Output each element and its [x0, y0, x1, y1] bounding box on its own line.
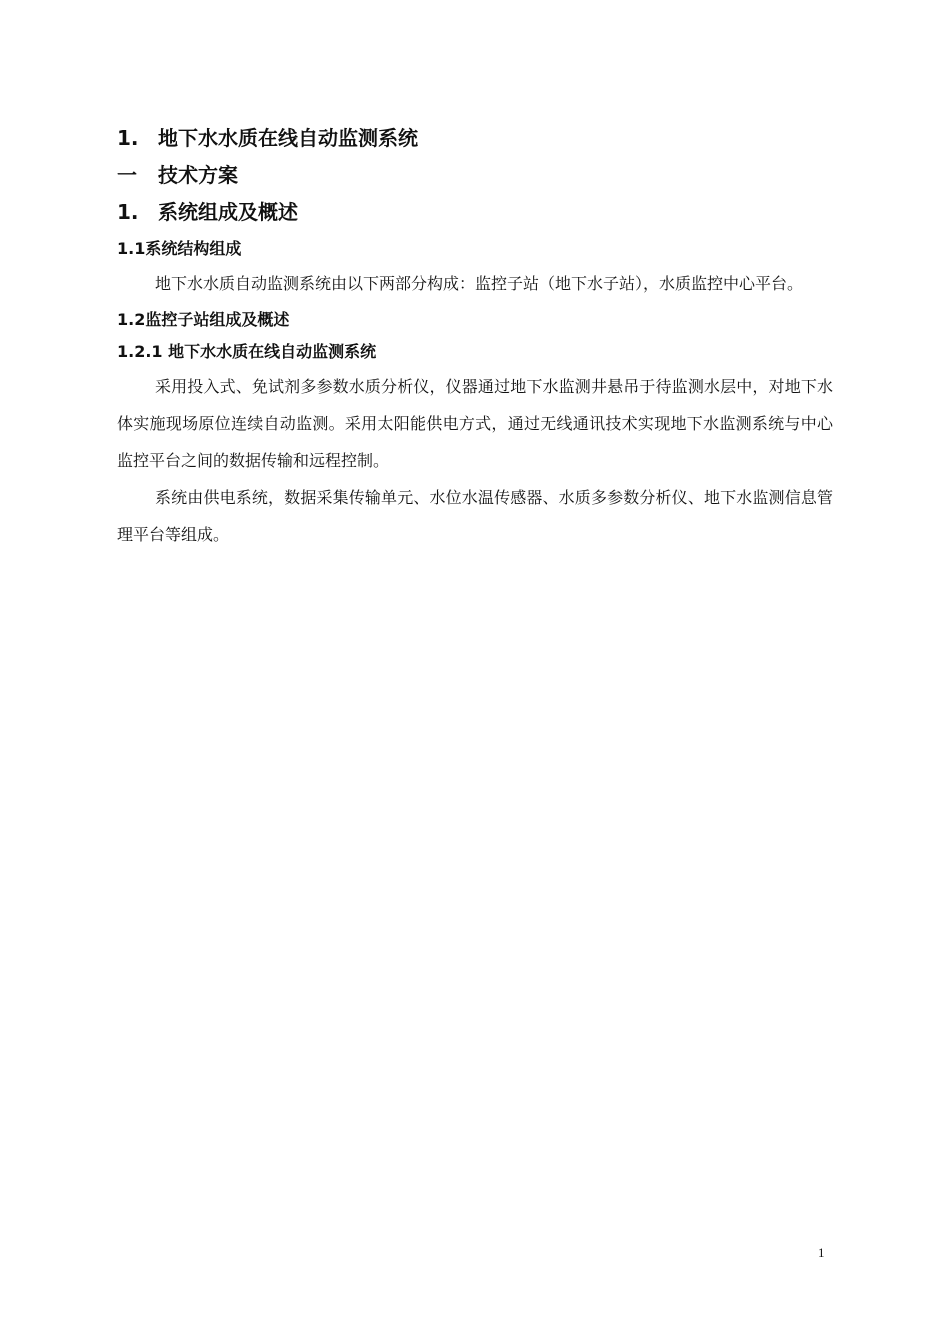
- paragraph-2: 采用投入式、免试剂多参数水质分析仪，仪器通过地下水监测井悬吊于待监测水层中，对地下水体实施现场原位连续自动监测。采用太阳能供电方式，通过无线通讯技术实现地下水监测系统与中心监控平台之间的数据传输和远程控制。: [117, 377, 833, 470]
- heading-3-number: 1.: [117, 200, 139, 224]
- paragraph-1: 地下水水质自动监测系统由以下两部分构成：监控子站（地下水子站），水质监控中心平台。: [155, 274, 804, 293]
- section-1-1-title: 1.1系统结构组成: [117, 239, 242, 258]
- section-1-2-1-title: 1.2.1 地下水水质在线自动监测系统: [117, 342, 377, 361]
- paragraph-3: 系统由供电系统，数据采集传输单元、水位水温传感器、水质多参数分析仪、地下水监测信息管理平台等组成。: [117, 488, 833, 544]
- heading-1: [117, 120, 833, 157]
- section-1-2-title: 1.2监控子站组成及概述: [117, 310, 290, 329]
- document-body: [117, 120, 833, 553]
- heading-1-number: 1.: [117, 126, 139, 150]
- heading-1-text: 地下水水质在线自动监测系统: [157, 126, 418, 150]
- heading-3: [117, 194, 833, 231]
- heading-3-text: 系统组成及概述: [157, 200, 298, 224]
- heading-2-number: 一: [117, 163, 137, 187]
- heading-2: [117, 157, 833, 194]
- page-number: 1: [818, 1245, 825, 1260]
- heading-2-text: 技术方案: [157, 163, 238, 187]
